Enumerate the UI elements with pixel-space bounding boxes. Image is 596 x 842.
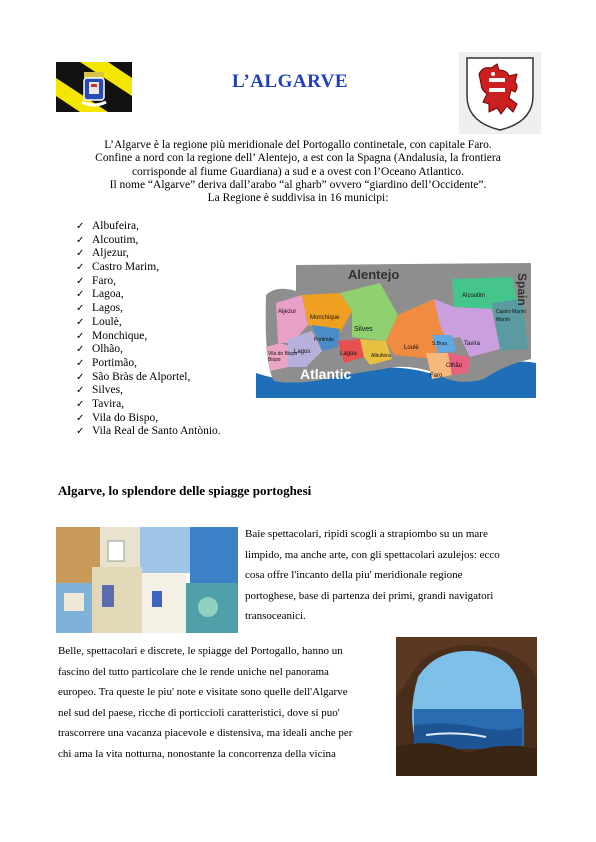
check-icon: ✓ — [76, 426, 85, 438]
list-item: ✓ Castro Marim, — [76, 261, 160, 274]
list-item: ✓ Monchique, — [76, 329, 148, 342]
section-heading: Algarve, lo splendore delle spiagge portoghesi — [58, 483, 312, 498]
check-icon: ✓ — [76, 221, 85, 232]
check-icon: ✓ — [76, 262, 85, 274]
paragraph-line: fascino del tutto particolare che le rende uniche nel panorama — [58, 665, 329, 678]
map-label: Albufeira — [371, 353, 391, 359]
intro-line: La Regione è suddivisa in 16 municipi: — [207, 192, 389, 205]
list-item: ✓ Aljezur, — [76, 247, 129, 260]
paragraph-beaches — [58, 641, 388, 765]
paragraph-line: nel sud del paese, ricche di porticcioli caratteristici, dove si puo' — [58, 706, 340, 719]
paragraph-line: cosa offre l'incanto della piu' meridionale regione — [245, 569, 463, 582]
map-label: Silves — [354, 326, 373, 333]
list-item: ✓ Silves, — [76, 384, 123, 397]
paragraph-intro-beaches — [245, 524, 535, 627]
algarve-map — [256, 255, 536, 398]
map-label: Alcoutim — [462, 293, 486, 299]
list-item: ✓ Vila Real de Santo Antònio. — [76, 425, 221, 438]
list-item: ✓ Olhão, — [76, 343, 123, 356]
map-label-north: Alentejo — [348, 267, 400, 282]
paragraph-line: chi ama la vita notturna, nonostante la concorrenza della vicina — [58, 747, 336, 760]
check-icon: ✓ — [76, 412, 85, 424]
list-item: ✓ Lagoa, — [76, 288, 124, 301]
map-label: Tavira — [464, 341, 481, 347]
intro-line: Confine a nord con la regione dell’ Alentejo, a est con la Spagna (Andalusia, la frontiera — [95, 152, 501, 165]
list-item: ✓ Albufeira, — [76, 220, 139, 232]
svg-text:Bispo: Bispo — [268, 357, 281, 363]
list-item: ✓ Loulè, — [76, 315, 122, 328]
intro-line: L’Algarve è la regione più meridionale del Portogallo continetale, con capitale Faro. — [104, 139, 492, 151]
map-label: Faro — [430, 373, 443, 379]
check-icon: ✓ — [76, 275, 85, 287]
list-item: ✓ Portimão, — [76, 356, 138, 369]
paragraph-line: Baie spettacolari, ripidi scogli a strapiombo su un mare — [245, 528, 488, 540]
check-icon: ✓ — [76, 330, 85, 342]
map-label: Aljezur — [278, 309, 297, 315]
check-icon: ✓ — [76, 371, 85, 383]
paragraph-line: Belle, spettacolari e discrete, le spiagge del Portogallo, hanno un — [58, 645, 343, 657]
svg-text:Marim: Marim — [496, 317, 510, 323]
list-item: ✓ Faro, — [76, 274, 116, 287]
check-icon: ✓ — [76, 344, 85, 356]
map-label: S.Bras — [432, 341, 448, 347]
photo-collage-image — [56, 527, 238, 633]
algarve-flag-image — [56, 62, 132, 112]
paragraph-line: europeo. Tra queste le piu' note e visitate sono quelle dell'Algarve — [58, 686, 348, 699]
map-label: Olhão — [446, 363, 463, 369]
check-icon: ✓ — [76, 303, 85, 315]
coat-of-arms-image — [459, 52, 541, 134]
intro-line: corrisponde al fiume Guardiana) a sud e a ovest con l’Oceano Atlantico. — [131, 165, 465, 178]
sea-cave-image — [396, 637, 537, 776]
check-icon: ✓ — [76, 385, 85, 397]
map-label-ocean: Atlantic — [300, 366, 352, 382]
map-label-east: Spain — [515, 273, 529, 306]
list-item: ✓ Tavira, — [76, 397, 125, 410]
map-label: Lagos — [294, 349, 311, 355]
list-item: ✓ Vila do Bispo, — [76, 411, 159, 424]
intro-line: Il nome “Algarve” deriva dall’arabo “al gharb” ovvero “giardino dell’Occidente”. — [109, 178, 487, 191]
check-icon: ✓ — [76, 234, 85, 246]
check-icon: ✓ — [76, 289, 85, 301]
map-label: Loulè — [404, 345, 419, 351]
check-icon: ✓ — [76, 248, 85, 260]
check-icon: ✓ — [76, 357, 85, 369]
paragraph-line: trascorrere una vacanza piacevole e distensiva, ma ideali anche per — [58, 727, 353, 740]
municipalities-list — [76, 220, 221, 439]
map-label: Vila do Bispo — [268, 351, 298, 357]
check-icon: ✓ — [76, 316, 85, 328]
paragraph-line: transoceanici. — [245, 610, 306, 623]
list-item: ✓ São Bràs de Alportel, — [76, 370, 191, 383]
paragraph-line: limpido, ma anche arte, con gli spettacolari azulejos: ecco — [245, 548, 500, 561]
paragraph-line: portoghese, base di partenza dei primi, grandi navigatori — [245, 589, 494, 602]
map-label: Castro Marim — [496, 309, 527, 315]
map-label: Monchique — [310, 315, 340, 321]
list-item: ✓ Alcoutim, — [76, 233, 139, 246]
page-title: L’ALGARVE — [231, 71, 349, 92]
check-icon: ✓ — [76, 398, 85, 410]
map-label: Lagoa — [340, 351, 357, 357]
list-item: ✓ Lagos, — [76, 302, 123, 315]
map-label: Portimão — [314, 337, 335, 343]
intro-paragraph — [60, 139, 536, 205]
